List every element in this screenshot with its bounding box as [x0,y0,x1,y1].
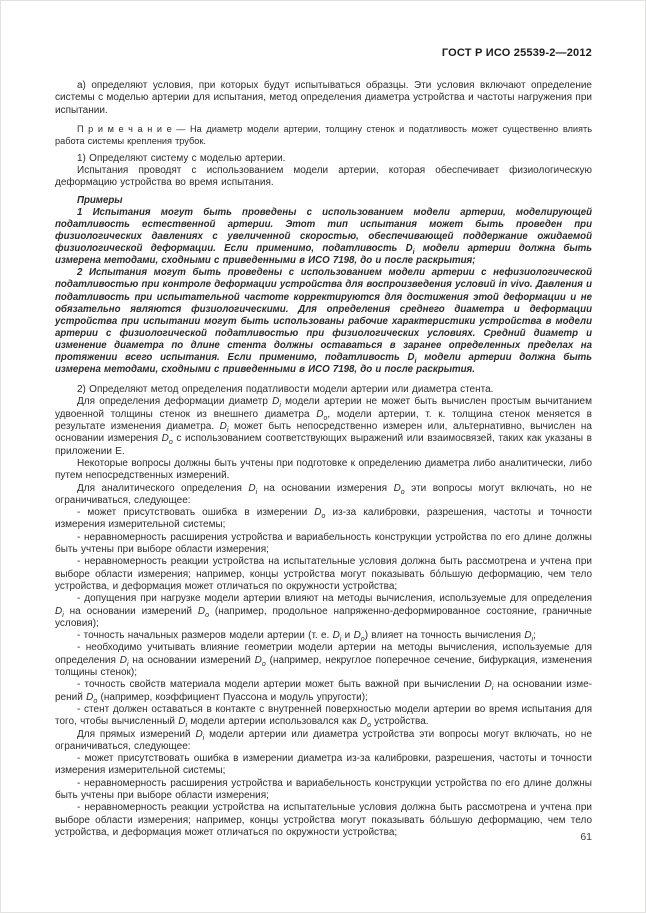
document-header-title: ГОСТ Р ИСО 25539-2—2012 [441,47,592,59]
paragraph: - неравномерность реакции устройства на испытательные условия должна быть рассмотрена и учтена при выборе области измерения; например, концы устройства могут показывать бо́льшую деформацию, чем тело устройства, и деформация может отличаться по окружности устройства; [55,802,592,838]
paragraph: Некоторые вопросы должны быть учтены при подготовке к определению диаметра либо аналитически, либо путем непосредственных измерений. [55,457,592,482]
paragraph: Для аналитического определения $D_i$ на основании измерения $D_o$ эти вопросы могут включать, но не ограничиваться, следующее: [55,482,593,506]
paragraph: - неравномерность расширения устройства и вариабельность конструкции устройства по его длине должны быть учтены при выборе области измерения; [55,531,592,556]
paragraph: а) определяют условия, при которых будут испытываться образцы. Эти условия включают определение системы с моделью артерии для испытания, метод определения диаметра устройства и частоты нагружения при испытании. [55,80,592,116]
paragraph: 1) Определяют систему с моделью артерии. [77,152,286,164]
paragraph: - стент должен оставаться в контакте с внутренней поверхностью модели артерии во время испытания для того, чтобы вычисленный $D_i$ модели артерии использовался как $D_o$ устройства. [55,703,592,730]
paragraph: 1 Испытания могут быть проведены с использованием модели артерии, моделирующей податливость естественной артерии. Этот тип испытания может быть проведен при физиологических давлениях с увеличенной скоростью, обеспечивающей поддержание ожидаемой физиологической деформации. Если применимо, податливость $D_i$ модели артерии должна быть измерена методами, сходными с приведенными в ИСО 7198, до и после раскрытия; [55,206,592,267]
paragraph: - может присутствовать ошибка в измерении диаметра из-за калибровки, разрешения, частоты и точности измерения измерительной системы; [55,753,592,777]
paragraph: Для определения деформации диаметр $D_i$ модели артерии не может быть вычислен простым вычитанием удвоенной толщины стенок из внешнего диаметра $D_o$, модели артерии, т. к. толщина стенок меняется в результате изменения диаметра. $D_i$ может быть непосредственно измерен или, альтернативно, вычислен на основании измерения $D_o$ с использованием соответствующих выражений или взаимосвязей, таких как указаны в приложении Е. [55,396,592,457]
document-body [55,80,592,839]
paragraph: - допущения при нагрузке модели артерии влияют на методы вычисления, используемые для определения $D_i$ на основании измерений $D_o$ (например, продольное напряженно-деформированное состояние, граничные условия); [55,593,592,629]
paragraph: Для прямых измерений $D_i$ модели артерии или диаметра устройства эти вопросы могут включать, но не ограничиваться, следующее: [55,728,592,752]
paragraph: - точность свойств материала модели артерии может быть важной при вычислении $D_i$ на основании изме-рений $D_o$ (например, коэффициент Пуассона и модуль упругости); [55,679,593,705]
paragraph: - неравномерность расширения устройства и вариабельность конструкции устройства по его длине должны быть учтены при выборе области измерения; [55,777,592,801]
paragraph: П р и м е ч а н и е — На диаметр модели артерии, толщину стенок и податливость может существенно влиять работа системы крепления трубок. [55,123,592,146]
paragraph: - может присутствовать ошибка в измерении $D_o$ из-за калибровки, разрешения, частоты и точности измерения измерительной системы; [55,507,592,531]
paragraph: - неравномерность реакции устройства на испытательные условия должна быть рассмотрена и учтена при выборе области измерения; например, концы устройства могут показывать бо́льшую деформацию, чем тело устройства, и деформация может отличаться по окружности устройства; [55,556,592,592]
paragraph: - необходимо учитывать влияние геометрии модели артерии на методы вычисления, используемые для определения $D_i$ на основании измерений $D_o$ (например, некруглое поперечное сечение, бифуркация, изменения толщины стенок); [55,642,592,679]
paragraph: Испытания проводят с использованием модели артерии, которая обеспечивает физиологическую деформацию устройства во время испытания. [55,165,592,189]
paragraph: 2) Определяют метод определения податливости модели артерии или диаметра стента. [77,384,494,396]
paragraph: 2 Испытания могут быть проведены с использованием модели артерии с нефизиологической податливостью при контроле деформации устройства для воспроизведения условий in vivo. Давления и податливость при испытательной частоте корректируются для достижения этой деформации и не обязательно являются физиологическими. Для определения среднего диаметра и деформации устройства при испытании могут быть использованы рабочие характеристики устройства в модели артерии с физиологической податливостью при физиологических условиях. Средний диаметр и изменение диаметра по длине стента должны оставаться в заранее определенных пределах на протяжении всего испытания. Если применимо, податливость $D_i$ модели артерии должна быть измерена методами, сходными с приведенными в ИСО 7198, до и после раскрытия. [55,267,592,376]
page-number: 61 [580,831,592,843]
paragraph: Примеры [77,194,123,206]
paragraph: - точность начальных размеров модели артерии (т. е. $D_i$ и $D_o$) влияет на точность вычисления $D_i$; [77,630,536,644]
